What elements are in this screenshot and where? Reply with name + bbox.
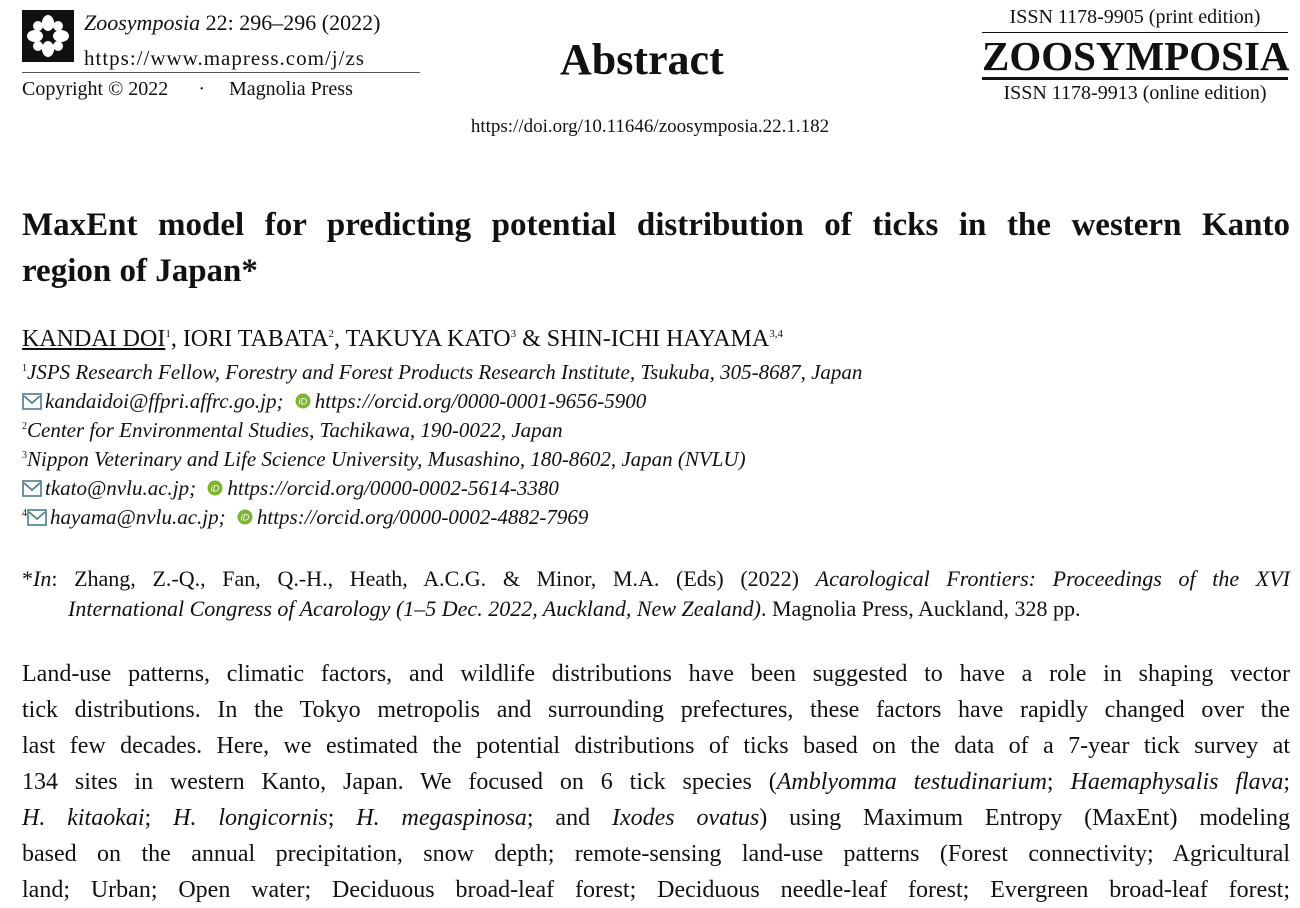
title-line: MaxEnt model for predicting potential distribution of ticks in the western Kanto [22, 207, 1290, 243]
species-name: H. longicornis [173, 805, 328, 831]
issn-print: ISSN 1178-9905 (print edition) [1009, 6, 1261, 28]
author-affiliation-mark: 2 [328, 328, 335, 340]
species-name: H. kitaokai [22, 805, 145, 831]
orcid-icon [295, 393, 311, 409]
author-name: IORI TABATA [182, 326, 329, 352]
species-name: H. megaspinosa [356, 805, 527, 831]
volume-pages: 22: 296–296 (2022) [200, 10, 381, 35]
author-separator: , [334, 326, 346, 352]
citation-book-title: Acarological Frontiers: Proceedings of the XVI [815, 566, 1291, 591]
contact-3 [22, 476, 559, 501]
abstract-line [22, 764, 1290, 800]
abstract-text: ; [144, 805, 174, 831]
journal-url-link[interactable]: https://www.mapress.com/j/zs [84, 46, 365, 70]
svg-text:iD: iD [298, 396, 307, 407]
header-divider [22, 72, 420, 73]
citation-in-label: In [33, 566, 52, 591]
author-name: KANDAI DOI [22, 326, 166, 352]
flower-logo-icon [22, 10, 74, 62]
publisher-name: Magnolia Press [228, 78, 353, 100]
affiliation-mark: 3 [22, 450, 27, 461]
abstract-text: ; [1046, 769, 1071, 795]
affiliation-2 [22, 418, 563, 443]
abstract-text: 134 sites in western Kanto, Japan. We focused on 6 tick species ( [22, 769, 777, 795]
section-label: Abstract [560, 35, 724, 84]
citation-editors: : Zhang, Z.-Q., Fan, Q.-H., Heath, A.C.G. & Minor, M.A. (Eds) (2022) [51, 566, 816, 591]
citation-star: * [22, 566, 33, 591]
abstract-line: land; Urban; Open water; Deciduous broad-leaf forest; Deciduous needle-leaf forest; Evergreen broad-leaf forest; [22, 877, 1290, 903]
issn-block [982, 6, 1288, 105]
orcid-icon [207, 480, 223, 496]
issn-online: ISSN 1178-9913 (online edition) [1003, 82, 1267, 104]
email-icon [22, 393, 42, 410]
affiliation-mark: 4 [22, 508, 27, 519]
abstract-text: ; [1283, 769, 1291, 795]
citation-book-title: International Congress of Acarology (1–5 Dec. 2022, Auckland, New Zealand) [68, 596, 761, 621]
orcid-icon [237, 509, 253, 525]
author-separator: , [170, 326, 183, 352]
species-name: Ixodes ovatus [612, 805, 760, 831]
email-icon [27, 509, 47, 526]
orcid-link[interactable]: https://orcid.org/0000-0001-9656-5900 [314, 389, 647, 413]
author-name: SHIN-ICHI HAYAMA [546, 326, 770, 352]
doi-link[interactable]: https://doi.org/10.11646/zoosymposia.22.1.182 [470, 116, 830, 137]
abstract-text: ) using Maximum Entropy (MaxEnt) modeling [759, 805, 1291, 831]
species-name: Haemaphysalis flava [1070, 769, 1284, 795]
proceedings-citation [22, 564, 1290, 624]
author-affiliation-mark: 3 [510, 328, 517, 340]
affiliation-text: Center for Environmental Studies, Tachikawa, 190-0022, Japan [27, 418, 563, 442]
orcid-link[interactable]: https://orcid.org/0000-0002-4882-7969 [256, 505, 589, 529]
email-link[interactable]: kandaidoi@ffpri.affrc.go.jp; [45, 389, 284, 413]
journal-name: Zoosymposia [84, 10, 201, 35]
author-name: TAKUYA KATO [345, 326, 511, 352]
orcid-link[interactable]: https://orcid.org/0000-0002-5614-3380 [227, 476, 559, 500]
citation-line [22, 564, 1290, 594]
svg-text:iD: iD [211, 483, 220, 494]
journal-reference [84, 10, 380, 36]
affiliation-1 [22, 360, 862, 385]
contact-4 [22, 505, 588, 530]
citation-publisher: . Magnolia Press, Auckland, 328 pp. [760, 596, 1081, 621]
author-affiliation-mark: 3,4 [769, 328, 783, 340]
author-list [22, 326, 783, 353]
abstract-line: based on the annual precipitation, snow depth; remote-sensing land-use patterns (Forest connectivity; Agricultural [22, 841, 1290, 867]
email-icon [22, 480, 42, 497]
copyright-text: Copyright © 2022 [22, 78, 169, 100]
contact-1 [22, 389, 646, 414]
abstract-line: last few decades. Here, we estimated the potential distributions of ticks based on the data of a 7-year tick survey at [22, 733, 1290, 759]
abstract-line: tick distributions. In the Tokyo metropolis and surrounding prefectures, these factors have rapidly changed over the [22, 697, 1290, 723]
affiliation-mark: 2 [22, 421, 27, 432]
abstract-line: Land-use patterns, climatic factors, and wildlife distributions have been suggested to have a role in shaping vector [22, 661, 1290, 687]
journal-wordmark: ZOOSYMPOSIA [982, 33, 1290, 79]
citation-line [22, 594, 1290, 624]
affiliation-text: JSPS Research Fellow, Forestry and Forest Products Research Institute, Tsukuba, 305-8687, Japan [27, 360, 863, 384]
abstract-text: ; and [526, 805, 612, 831]
title-line: region of Japan* [22, 253, 258, 289]
affiliation-mark: 1 [22, 363, 27, 374]
species-name: Amblyomma testudinarium [776, 769, 1047, 795]
author-separator: & [516, 326, 547, 352]
abstract-body [22, 656, 1290, 908]
email-link[interactable]: hayama@nvlu.ac.jp; [50, 505, 226, 529]
separator-dot: · [198, 78, 205, 100]
email-link[interactable]: tkato@nvlu.ac.jp; [45, 476, 197, 500]
abstract-text: ; [327, 805, 357, 831]
author-affiliation-mark: 1 [165, 328, 171, 340]
copyright-line [22, 78, 353, 101]
abstract-line [22, 800, 1290, 836]
svg-text:iD: iD [240, 512, 250, 523]
article-title [22, 202, 1290, 294]
affiliation-3 [22, 447, 746, 472]
affiliation-text: Nippon Veterinary and Life Science University, Musashino, 180-8602, Japan (NVLU) [27, 447, 746, 471]
